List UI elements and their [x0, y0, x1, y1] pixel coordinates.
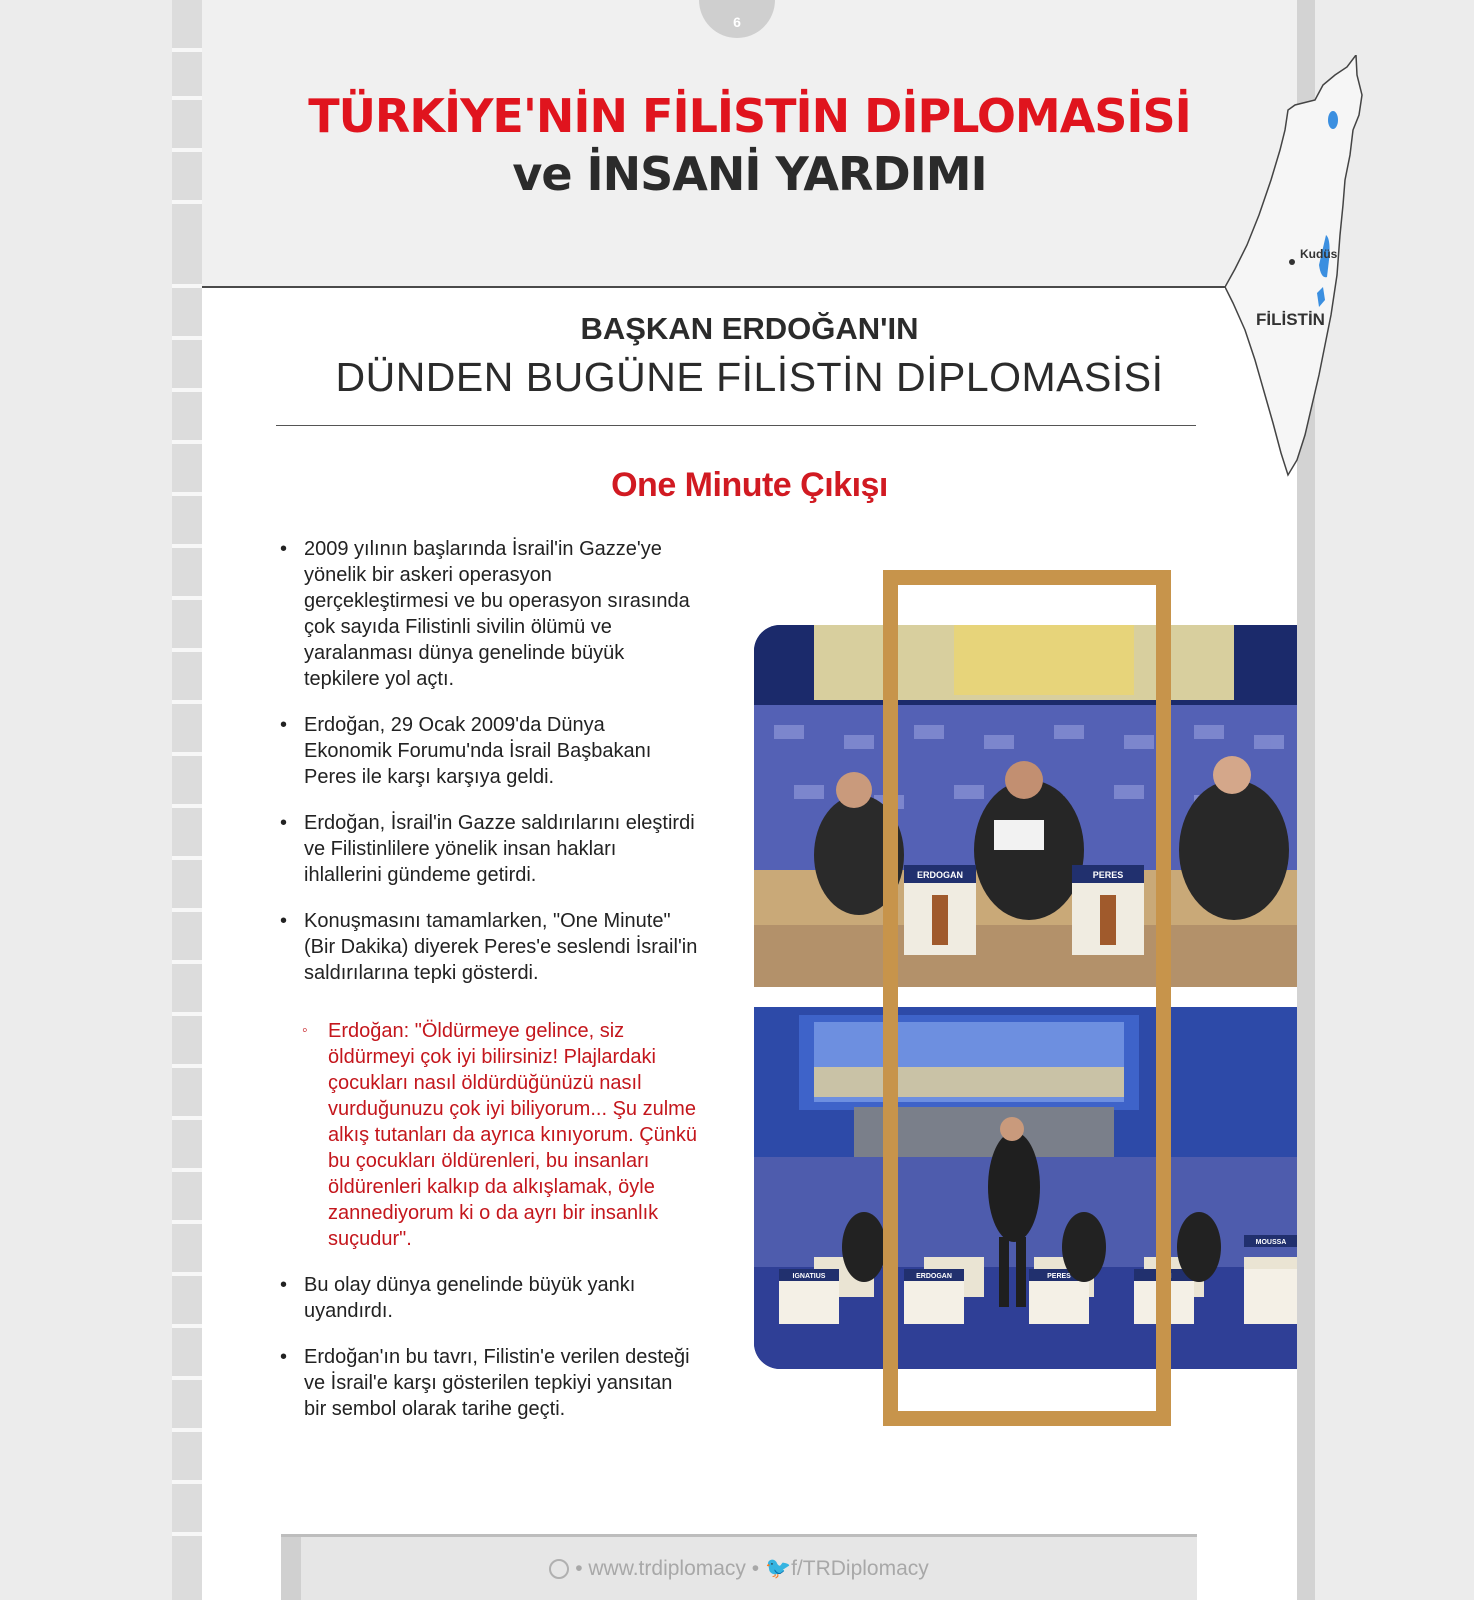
quote-item: ◦ Erdoğan: "Öldürmeye gelince, siz öldürmeyi çok iyi bilirsiniz! Plajlardaki çocukları nasıl öldürdüğünüzü nasıl vurduğunuzu çok iyi biliyorum... Şu zulme alkış tutanları da ayrıca kınıyorum. Çünkü bu çocukları öldürenleri, bu insanları öldürenleri kalkıp da alkışlamak, öyle zannediyorum ki o da ayrı bir insanlık suçudur". — [302, 1020, 698, 1250]
page-title-line1: TÜRKİYE'NİN FİLİSTİN DİPLOMASİSİ — [308, 89, 1191, 143]
bullet-text: Erdoğan'ın bu tavrı, Filistin'e verilen desteği ve İsrail'e karşı gösterilen tepkiyi yansıtan bir sembol olarak tarihe geçti. — [304, 1346, 690, 1420]
article-body — [278, 536, 698, 1442]
footer-text: • www.trdiplomacy • 🐦f/TRDiplomacy — [575, 1557, 929, 1580]
page-title — [202, 88, 1297, 204]
quote-text: Erdoğan: "Öldürmeye gelince, siz öldürmeyi çok iyi bilirsiniz! Plajlardaki çocukları nasıl öldürdüğünüzü nasıl vurduğunuzu çok iyi biliyorum... Şu zulme alkış tutanları da ayrıca kınıyorum. Çünkü bu çocukları öldürenleri, bu insanları öldürenleri kalkıp da alkışlamak, öyle zannediyorum ki o da ayrı bir insanlık suçudur". — [328, 1020, 698, 1250]
map-country-label: FİLİSTİN — [1256, 310, 1325, 329]
nameplate-erdogan-2: ERDOGAN — [916, 1273, 952, 1280]
nameplate-erdogan: ERDOGAN — [916, 870, 964, 880]
trdiplomacy-logo-icon — [549, 1559, 569, 1579]
nameplate-ban: BAN — [1156, 1273, 1172, 1280]
sea-of-galilee-icon — [1328, 111, 1338, 129]
page-number: 6 — [733, 14, 741, 30]
nameplate-ignatius: IGNATIUS — [792, 1273, 826, 1280]
footer — [281, 1534, 1197, 1600]
subheading: One Minute Çıkışı — [611, 466, 888, 504]
list-item: • Bu olay dünya genelinde büyük yankı uyandırdı. — [280, 1274, 636, 1322]
list-item: • Erdoğan'ın bu tavrı, Filistin'e verilen desteği ve İsrail'e karşı gösterilen tepkiyi yansıtan bir sembol olarak tarihe geçti. — [280, 1346, 690, 1420]
list-item: • Erdoğan, İsrail'in Gazze saldırılarını eleştirdi ve Filistinlilere yönelik insan hakları ihlallerini gündeme getirdi. — [280, 812, 695, 886]
bullet-text: Bu olay dünya genelinde büyük yankı uyandırdı. — [304, 1274, 636, 1322]
section-title-line1: BAŞKAN ERDOĞAN'IN — [580, 311, 919, 346]
nameplate-moussa: MOUSSA — [1255, 1239, 1287, 1246]
document-page — [202, 0, 1297, 1600]
list-item: • Konuşmasını tamamlarken, "One Minute" (Bir Dakika) diyerek Peres'e seslendi İsrail'in saldırılarına tepki gösterdi. — [280, 910, 698, 984]
section-title-line2: DÜNDEN BUGÜNE FİLİSTİN DİPLOMASİSİ — [335, 354, 1164, 400]
bullet-text: Erdoğan, İsrail'in Gazze saldırılarını eleştirdi ve Filistinlilere yönelik insan hakları ihlallerini gündeme getirdi. — [304, 812, 695, 886]
header-divider — [202, 286, 1297, 288]
section-divider — [276, 425, 1196, 426]
nameplate-peres: PERES — [1092, 870, 1124, 880]
bullet-text: Konuşmasını tamamlarken, "One Minute" (Bir Dakika) diyerek Peres'e seslendi İsrail'in saldırılarına tepki gösterdi. — [304, 910, 698, 984]
list-item: • Erdoğan, 29 Ocak 2009'da Dünya Ekonomik Forumu'nda İsrail Başbakanı Peres ile karşı karşıya geldi. — [280, 714, 652, 788]
gold-frame-decoration — [883, 570, 1171, 1426]
map-city-label: Kudüs — [1300, 247, 1338, 261]
bullet-text: Erdoğan, 29 Ocak 2009'da Dünya Ekonomik Forumu'nda İsrail Başbakanı Peres ile karşı karşıya geldi. — [304, 714, 652, 788]
page-binding — [172, 0, 202, 1600]
bullet-text: 2009 yılının başlarında İsrail'in Gazze'ye yönelik bir askeri operasyon gerçekleştirmesi ve bu operasyon sırasında çok sayıda Filistinli sivilin ölümü ve yaralanması dünya genelinde büyük tepkilere yol açtı. — [304, 538, 690, 690]
list-item: • 2009 yılının başlarında İsrail'in Gazze'ye yönelik bir askeri operasyon gerçekleştirmesi ve bu operasyon sırasında çok sayıda Filistinli sivilin ölümü ve yaralanması dünya genelinde büyük tepkilere yol açtı. — [280, 538, 690, 690]
jerusalem-marker-icon — [1289, 259, 1295, 265]
page-title-line2: ve İNSANİ YARDIMI — [512, 147, 987, 201]
section-title — [202, 309, 1297, 403]
palestine-map — [1225, 55, 1385, 495]
nameplate-peres-2: PERES — [1047, 1273, 1071, 1280]
footer-text-row — [281, 1557, 1197, 1581]
